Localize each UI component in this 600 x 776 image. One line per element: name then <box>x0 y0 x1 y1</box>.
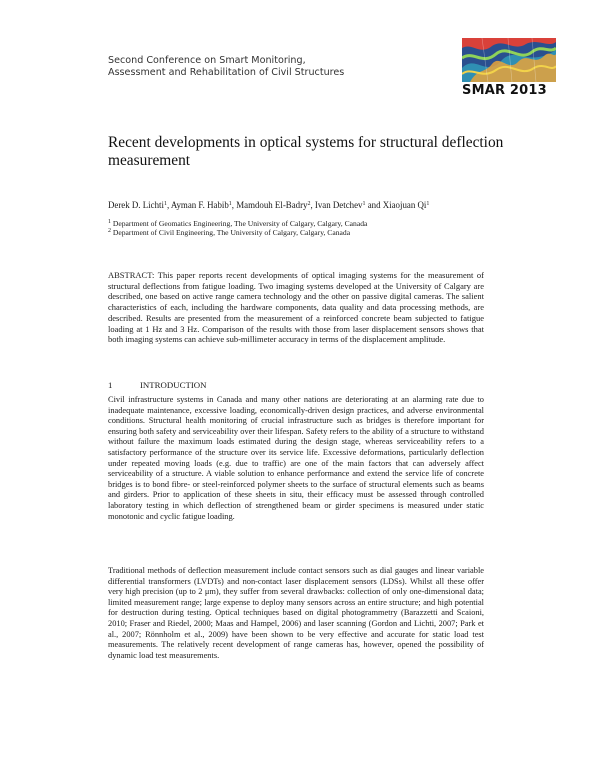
author-separator: , <box>166 200 171 210</box>
author-affiliation-mark: 1 <box>163 201 167 207</box>
abstract: ABSTRACT: This paper reports recent developments of optical imaging systems for the measurement of structural deflections from fatigue loading. Two imaging systems developed at the University of Calgary are described, one based on active range camera technology and the other on passive digital cameras. The salient characteristics of each, including the hardware components, data quality and data processing methods, are described. Results are presented from the measurement of a reinforced concrete beam subjected to fatigue loading at 1 Hz and 3 Hz. Comparison of the results with those from laser displacement sensors shows that both imaging systems can achieve sub-millimeter accuracy in terms of the displacement amplitude. <box>108 270 484 345</box>
author-separator: , <box>231 200 237 210</box>
logo-text: SMAR 2013 <box>462 83 547 98</box>
affiliation <box>108 219 548 228</box>
affiliation-mark: 2 <box>108 228 111 234</box>
paper-title: Recent developments in optical systems for structural deflection measurement <box>108 134 504 169</box>
affiliation-mark: 1 <box>108 219 111 225</box>
affiliation-text: Department of Geomatics Engineering, The University of Calgary, Calgary, Canada <box>112 219 368 228</box>
section-title: INTRODUCTION <box>140 380 207 390</box>
author-affiliation-mark: 1 <box>228 201 232 207</box>
body-paragraph: Civil infrastructure systems in Canada and many other nations are deteriorating at an alarming rate due to inadequate maintenance, excessive loading, economically-driven design practices, and adverse environmental conditions. Structural health monitoring of crucial infrastructure such as bridges is therefore important for ensuring both safety and serviceability over their lifespan. Safety refers to the ability of a structure to withstand without failure the maximum loads estimated during the design stage, whereas serviceability refers to a satisfactory performance of the structure over its service life. Excessive deformations, particularly deflection under repeated moving loads (e.g. due to traffic) are one of the main factors that can adversely affect serviceability of a structure. A viable solution to enhance performance and extend the service life of concrete bridges is to bond fibre- or steel-reinforced polymer sheets to the surface of structural elements such as beams and girders. Prior to application of these sheets in situ, their efficacy must be assessed through controlled laboratory testing in which deflection of strengthened beam or girder specimens is measured under static monotonic and cyclic fatigue loading. <box>108 395 484 521</box>
author-separator: , <box>310 200 315 210</box>
section-heading <box>108 380 206 391</box>
author-name: Ayman F. Habib <box>170 200 229 210</box>
author-name: Ivan Detchev <box>314 200 363 210</box>
author-affiliation-mark: 1 <box>362 201 366 207</box>
author-affiliation-mark: 1 <box>426 201 430 207</box>
affiliation <box>108 228 548 237</box>
author-list <box>108 200 548 211</box>
logo-graphic <box>462 38 556 82</box>
conference-name <box>108 55 344 79</box>
author-affiliation-mark: 2 <box>307 201 311 207</box>
author-separator: and <box>365 200 383 210</box>
conference-line-1: Second Conference on Smart Monitoring, <box>108 55 306 66</box>
author-name: Xiaojuan Qi <box>382 200 427 210</box>
section-number: 1 <box>108 380 113 390</box>
smar-logo <box>462 38 556 100</box>
conference-line-2: Assessment and Rehabilitation of Civil Structures <box>108 67 345 78</box>
affiliation-text: Department of Civil Engineering, The University of Calgary, Calgary, Canada <box>112 228 351 237</box>
author-name: Mamdouh El-Badry <box>236 200 308 210</box>
body-paragraph: Traditional methods of deflection measurement include contact sensors such as dial gauges and linear variable differential transformers (LVDTs) and non-contact laser displacement sensors (LDSs). Whilst all these offer very high precision (up to 2 μm), they suffer from several drawbacks: collection of only one-dimensional data; limited measurement range; large expense to deploy many sensors across an entire structure; and high potential for destruction during testing. Optical techniques based on digital photogrammetry (Barazzetti and Scaioni, 2010; Fraser and Riedel, 2000; Maas and Hampel, 2006) and laser scanning (Gordon and Lichti, 2007; Park et al., 2007; Rönnholm et al., 2009) have been shown to be very effective and accurate for static load test measurements. The relatively recent development of range cameras has, however, opened the possibility of dynamic load test measurements. <box>108 566 484 660</box>
author-name: Derek D. Lichti <box>108 200 164 210</box>
